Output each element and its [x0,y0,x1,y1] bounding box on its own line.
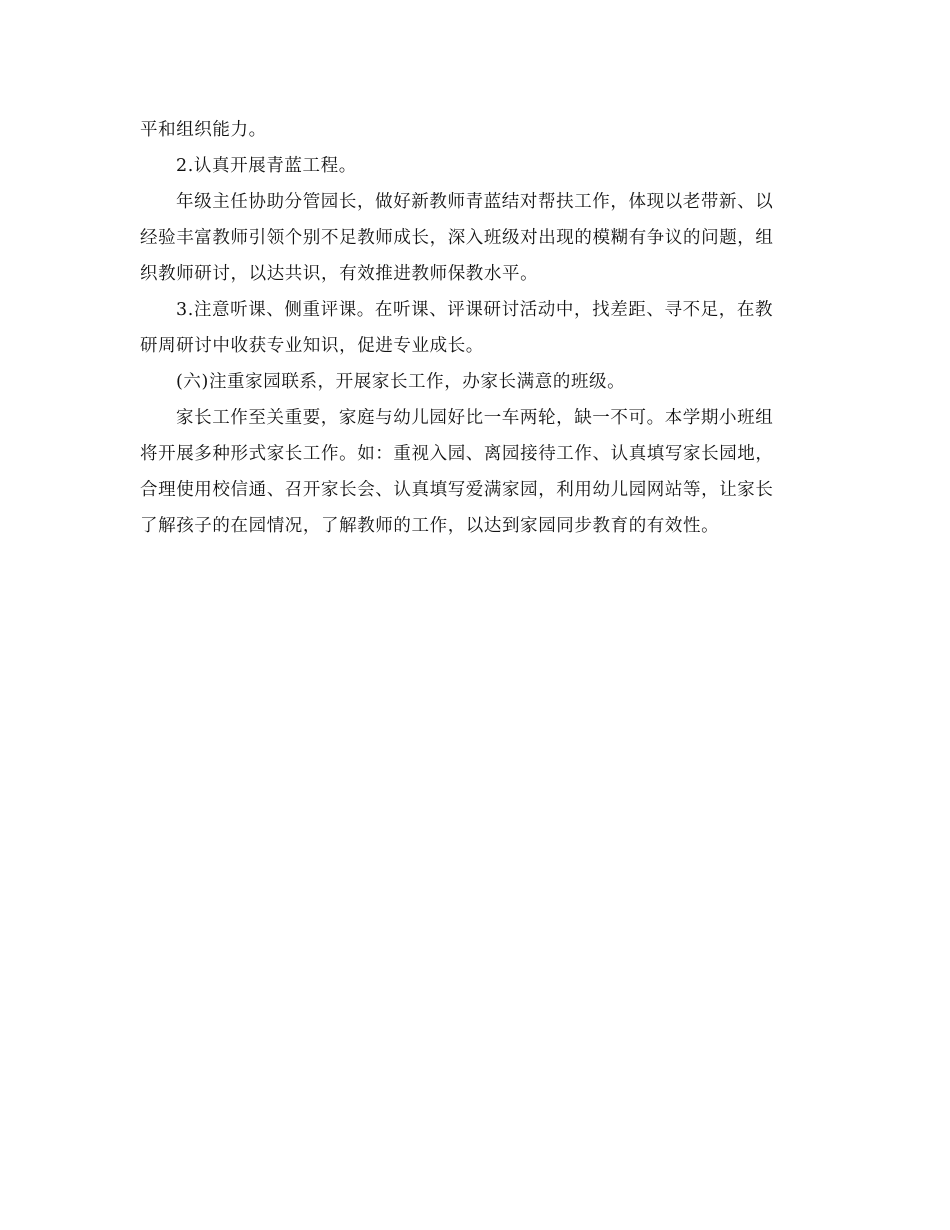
document-body [140,112,802,544]
paragraph-line: 平和组织能力。 [140,120,267,140]
paragraph-line: 合理使用校信通、召开家长会、认真填写爱满家园，利用幼儿园网站等，让家长 [140,480,774,500]
paragraph-line: 经验丰富教师引领个别不足教师成长，深入班级对出现的模糊有争议的问题，组 [140,228,774,248]
paragraph-line: 织教师研讨，以达共识，有效推进教师保教水平。 [140,264,539,284]
paragraph-line: 了解孩子的在园情况，了解教师的工作，以达到家园同步教育的有效性。 [140,516,720,536]
paragraph-line: 年级主任协助分管园长，做好新教师青蓝结对帮扶工作，体现以老带新、以 [176,192,774,212]
paragraph-line: 将开展多种形式家长工作。如：重视入园、离园接待工作、认真填写家长园地， [140,444,774,464]
paragraph-line: 家长工作至关重要，家庭与幼儿园好比一车两轮，缺一不可。本学期小班组 [176,408,774,428]
numbered-item-heading: 2.认真开展青蓝工程。 [176,156,357,176]
numbered-item-paragraph-line: 3.注意听课、侧重评课。在听课、评课研讨活动中，找差距、寻不足，在教 [176,300,774,320]
paragraph-line: 研周研讨中收获专业知识，促进专业成长。 [140,336,484,356]
section-heading: (六)注重家园联系，开展家长工作，办家长满意的班级。 [176,372,626,392]
